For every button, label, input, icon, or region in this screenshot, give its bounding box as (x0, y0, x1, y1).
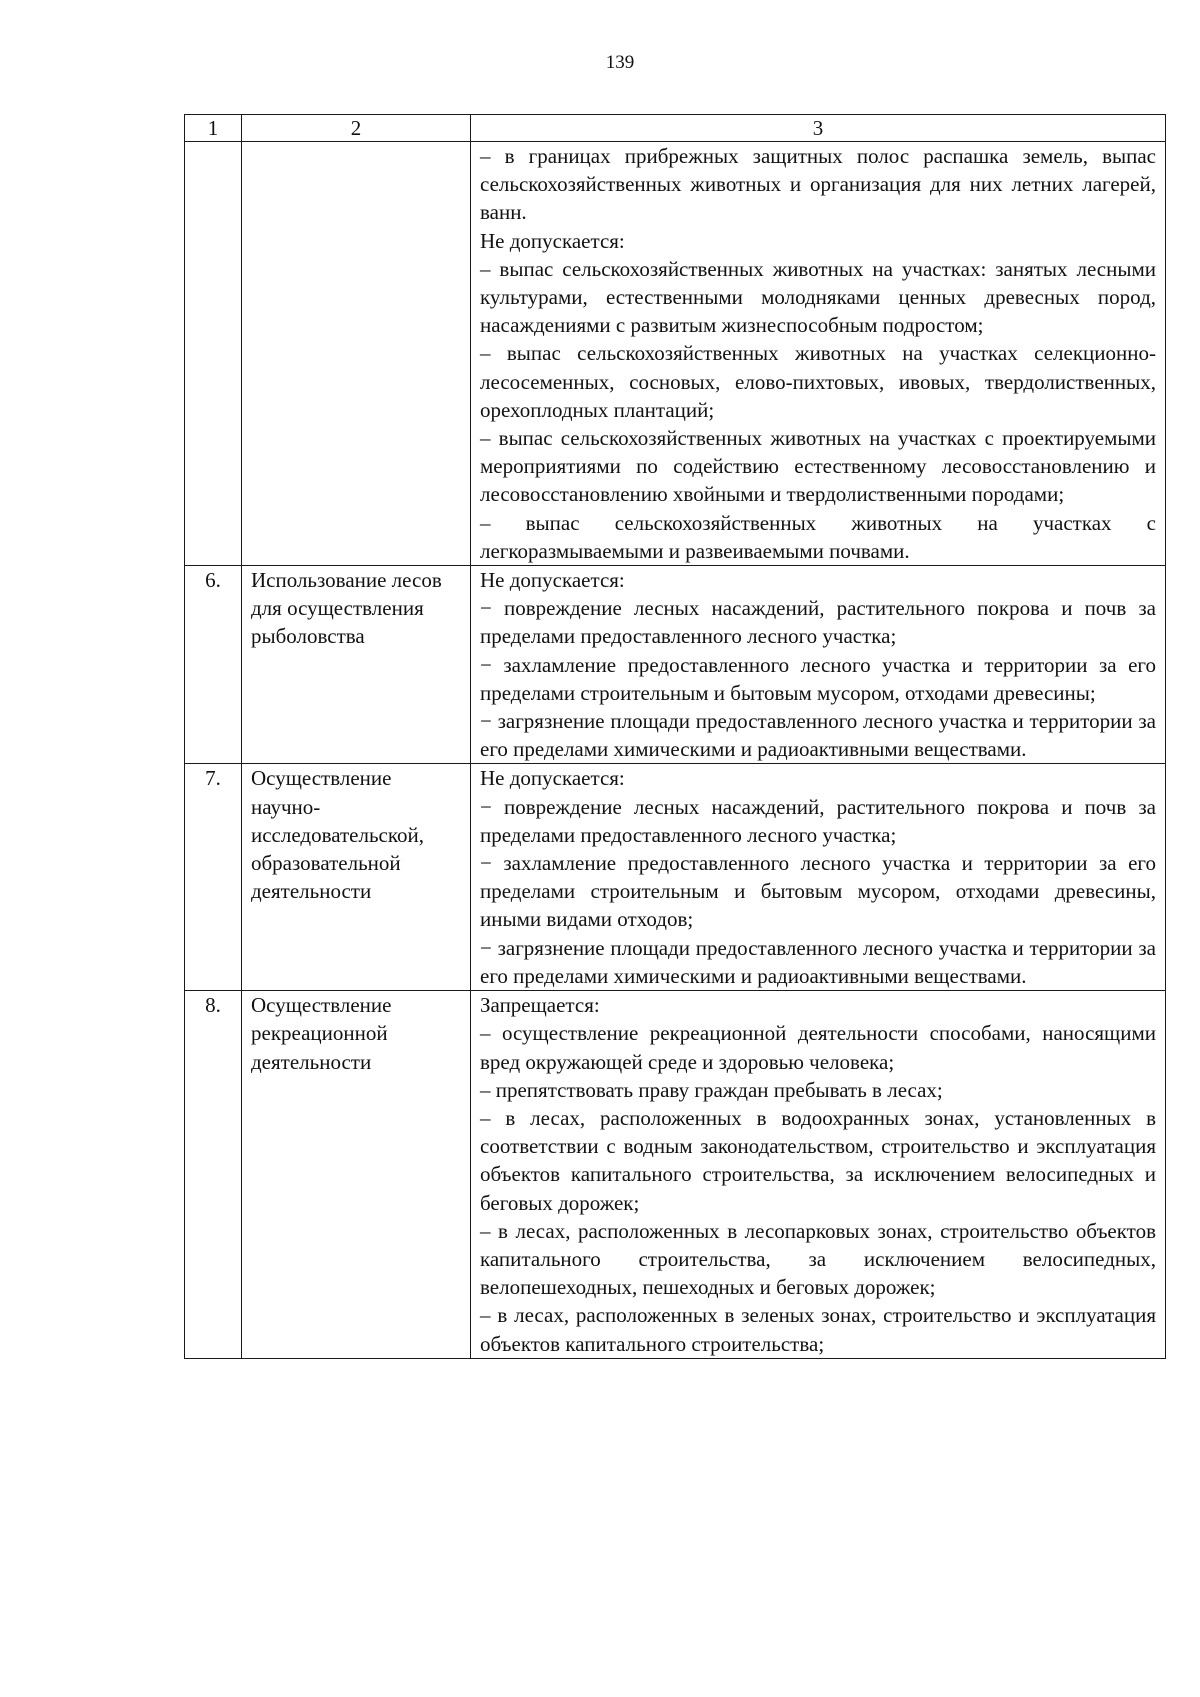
restriction-paragraph: – препятствовать праву граждан пребывать в лесах; (480, 1077, 943, 1102)
restrictions-cell (471, 142, 1166, 566)
activity-name: Использование лесов для осуществления рыболовства (242, 566, 471, 764)
table-header-row (185, 115, 1166, 142)
column-header-3: 3 (471, 115, 1166, 142)
restriction-paragraph: – выпас сельскохозяйственных животных на участках селекционно-лесосеменных, сосновых, елово-пихтовых, ивовых, твердолиственных, орехоплодных плантаций; (480, 341, 1156, 422)
restriction-paragraph: – в лесах, расположенных в водоохранных зонах, установленных в соответствии с водным законодательством, строительство и эксплуатация объектов капитального строительства, за исключением велосипедных и беговых дорожек; (480, 1105, 1156, 1215)
row-number: 8. (185, 991, 242, 1359)
restriction-paragraph: – выпас сельскохозяйственных животных на участках: занятых лесными культурами, естественными молодняками ценных древесных пород, насаждениями с развитым жизнеспособным подростом; (480, 256, 1156, 338)
row-number (185, 142, 242, 566)
restriction-heading: Не допускается: (480, 568, 625, 593)
restriction-paragraph: – в лесах, расположенных в лесопарковых зонах, строительство объектов капитального строительства, за исключением велосипедных, велопешеходных, пешеходных и беговых дорожек; (480, 1218, 1156, 1300)
restrictions-cell (471, 991, 1166, 1359)
column-header-2: 2 (242, 115, 471, 142)
activity-name (242, 142, 471, 566)
restriction-paragraph: – в лесах, расположенных в зеленых зонах, строительство и эксплуатация объектов капитального строительства; (480, 1303, 1156, 1356)
restriction-paragraph: − повреждение лесных насаждений, растительного покрова и почв за пределами предоставленного лесного участка; (480, 596, 1156, 649)
restriction-paragraph: − захламление предоставленного лесного участка и территории за его пределами строительным и бытовым мусором, отходами древесины; (480, 652, 1156, 705)
table-row (185, 566, 1166, 764)
restriction-paragraph: − повреждение лесных насаждений, растительного покрова и почв за пределами предоставленного лесного участка; (480, 794, 1156, 847)
restrictions-table (184, 114, 1166, 1359)
restriction-paragraph: – осуществление рекреационной деятельности способами, наносящими вред окружающей среде и здоровью человека; (480, 1021, 1156, 1074)
table-row (185, 764, 1166, 991)
page-number: 139 (605, 52, 635, 73)
restrictions-cell (471, 566, 1166, 764)
row-number: 6. (185, 566, 242, 764)
restriction-paragraph: − загрязнение площади предоставленного лесного участка и территории за его пределами химическими и радиоактивными веществами. (480, 709, 1156, 762)
restrictions-cell (471, 764, 1166, 991)
table-row (185, 991, 1166, 1359)
restriction-heading: Запрещается: (480, 993, 600, 1018)
restriction-paragraph: − загрязнение площади предоставленного лесного участка и территории за его пределами химическими и радиоактивными веществами. (480, 935, 1156, 988)
restriction-paragraph: – в границах прибрежных защитных полос распашка земель, выпас сельскохозяйственных животных и организация для них летних лагерей, ванн. (480, 144, 1156, 225)
restriction-heading: Не допускается: (480, 228, 625, 253)
restriction-paragraph: – выпас сельскохозяйственных животных на участках с легкоразмываемыми и развеиваемыми почвами. (480, 510, 1156, 563)
activity-name: Осуществление научно-исследовательской, образовательной деятельности (242, 764, 471, 991)
restriction-heading: Не допускается: (480, 766, 625, 791)
table-row (185, 142, 1166, 566)
activity-name: Осуществление рекреационной деятельности (242, 991, 471, 1359)
row-number: 7. (185, 764, 242, 991)
restriction-paragraph: − захламление предоставленного лесного участка и территории за его пределами строительным и бытовым мусором, отходами древесины, иными видами отходов; (480, 851, 1156, 932)
column-header-1: 1 (185, 115, 242, 142)
restriction-paragraph: – выпас сельскохозяйственных животных на участках с проектируемыми мероприятиями по содействию естественному лесовосстановлению и лесовосстановлению хвойными и твердолиственными породами; (480, 426, 1156, 507)
